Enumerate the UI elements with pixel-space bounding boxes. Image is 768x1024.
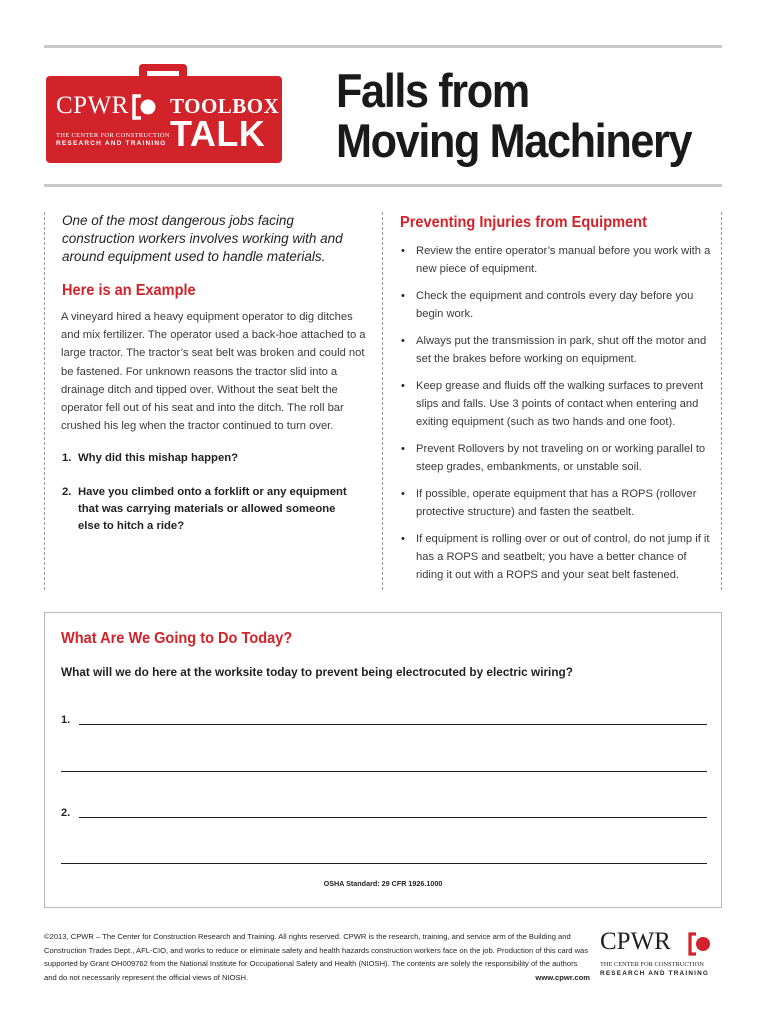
answer-line-1b[interactable]	[61, 771, 707, 772]
answer-line-1[interactable]	[79, 724, 707, 725]
logo-talk-text: TALK	[170, 113, 266, 154]
list-item	[400, 440, 715, 476]
answer-number-1: 1.	[61, 714, 71, 726]
logo-center-text: THE CENTER FOR CONSTRUCTION	[56, 132, 170, 139]
example-text: A vineyard hired a heavy equipment operator to dig ditches and mix fertilizer. The operator used a back-hoe attached to a large tractor. The tractor’s seat belt was broken and could not be fastened. For unknown reasons the tractor slid into a drainage ditch and tipped over. Without the seat belt the operator fell out of his seat and into the ditch. The roll bar crushed his leg when the tractor continued to turn over.	[61, 311, 366, 433]
today-box	[44, 612, 722, 908]
list-item-text: Always put the transmission in park, shut off the motor and set the brakes before working on equipment.	[416, 335, 707, 365]
center-dashed-divider	[382, 212, 383, 590]
bullet-icon: •	[401, 245, 405, 257]
top-rule	[44, 45, 722, 48]
right-dashed-divider	[721, 212, 722, 590]
question-text: Have you climbed onto a forklift or any equipment that was carrying materials or allowed someone else to hitch a ride?	[78, 486, 347, 532]
intro-text: One of the most dangerous jobs facing construction workers involves working with and around equipment used to handle materials.	[62, 213, 343, 264]
answer-line-2[interactable]	[79, 817, 707, 818]
bullet-icon: •	[401, 335, 405, 347]
question-number: 1.	[62, 452, 72, 464]
footer-logo-research: RESEARCH AND TRAINING	[600, 970, 710, 977]
list-item	[400, 485, 715, 521]
cpwr-toolbox-talk-logo	[46, 64, 282, 163]
list-item-text: Review the entire operator’s manual before you work with a new piece of equipment.	[416, 245, 711, 275]
list-item	[400, 287, 715, 323]
logo-research-text: RESEARCH AND TRAINING	[56, 140, 167, 147]
footer-copyright	[44, 930, 592, 984]
example-heading: Here is an Example	[62, 282, 196, 299]
question-2	[62, 484, 360, 535]
logo-toolbox-text: TOOLBOX	[170, 94, 280, 118]
osha-standard: OSHA Standard: 29 CFR 1926.1000	[323, 879, 443, 888]
footer-cpwr-logo	[598, 928, 728, 984]
list-item	[400, 242, 715, 278]
question-1	[62, 450, 362, 467]
footer-logo-center: THE CENTER FOR CONSTRUCTION	[600, 961, 704, 968]
bullet-icon: •	[401, 443, 405, 455]
logo-cpwr-text: CPWR	[56, 92, 129, 119]
page-title	[336, 66, 691, 166]
list-item-text: Prevent Rollovers by not traveling on or working parallel to steep grades, embankments, or unstable soil.	[416, 443, 706, 473]
footer-logo-cpwr: CPWR	[600, 928, 671, 955]
cpwr-bracket-icon	[688, 932, 712, 956]
footer-text: ©2013, CPWR – The Center for Construction Research and Training. All rights reserved. CPWR is the research, training, and service arm of the Building and Construction Trades Dept., AFL-CIO, and works to reduce or eliminate safety and health hazards construction workers face on the job. Production of this card was supported by Grant OH009762 from the National Institute for Occupational Safety and Health (NIOSH). The contents are solely the responsibility of the authors and do not necessarily represent the official views of NIOSH.	[44, 932, 589, 982]
question-text: Why did this mishap happen?	[78, 452, 239, 464]
list-item-text: If equipment is rolling over or out of control, do not jump if it has a ROPS and seatbelt; you have a better chance of riding it out with a ROPS and your seat belt fastened.	[416, 533, 710, 581]
header-rule	[44, 184, 722, 187]
answer-line-2b[interactable]	[61, 863, 707, 864]
page-title-line2: Moving Machinery	[336, 114, 692, 167]
bullet-icon: •	[401, 533, 405, 545]
list-item	[400, 530, 715, 584]
today-question: What will we do here at the worksite today to prevent being electrocuted by electric wiring?	[61, 665, 573, 679]
list-item	[400, 377, 715, 431]
left-dashed-divider	[44, 212, 45, 590]
footer-url[interactable]: www.cpwr.com	[535, 972, 590, 982]
list-item-text: Keep grease and fluids off the walking surfaces to prevent slips and falls. Use 3 points of contact when entering and exiting equipment (such as two hands and one foot).	[416, 380, 704, 428]
bullet-icon: •	[401, 290, 405, 302]
cpwr-bracket-icon	[132, 94, 158, 120]
question-number: 2.	[62, 486, 72, 498]
bullet-icon: •	[401, 488, 405, 500]
preventing-heading: Preventing Injuries from Equipment	[400, 214, 647, 231]
answer-number-2: 2.	[61, 807, 71, 819]
list-item-text: Check the equipment and controls every day before you begin work.	[416, 290, 694, 320]
bullet-icon: •	[401, 380, 405, 392]
prevention-list	[400, 242, 715, 584]
list-item-text: If possible, operate equipment that has a ROPS (rollover protective structure) and fasten the seatbelt.	[416, 488, 697, 518]
page-title-line1: Falls from	[336, 64, 529, 117]
list-item	[400, 332, 715, 368]
today-heading: What Are We Going to Do Today?	[61, 630, 293, 647]
